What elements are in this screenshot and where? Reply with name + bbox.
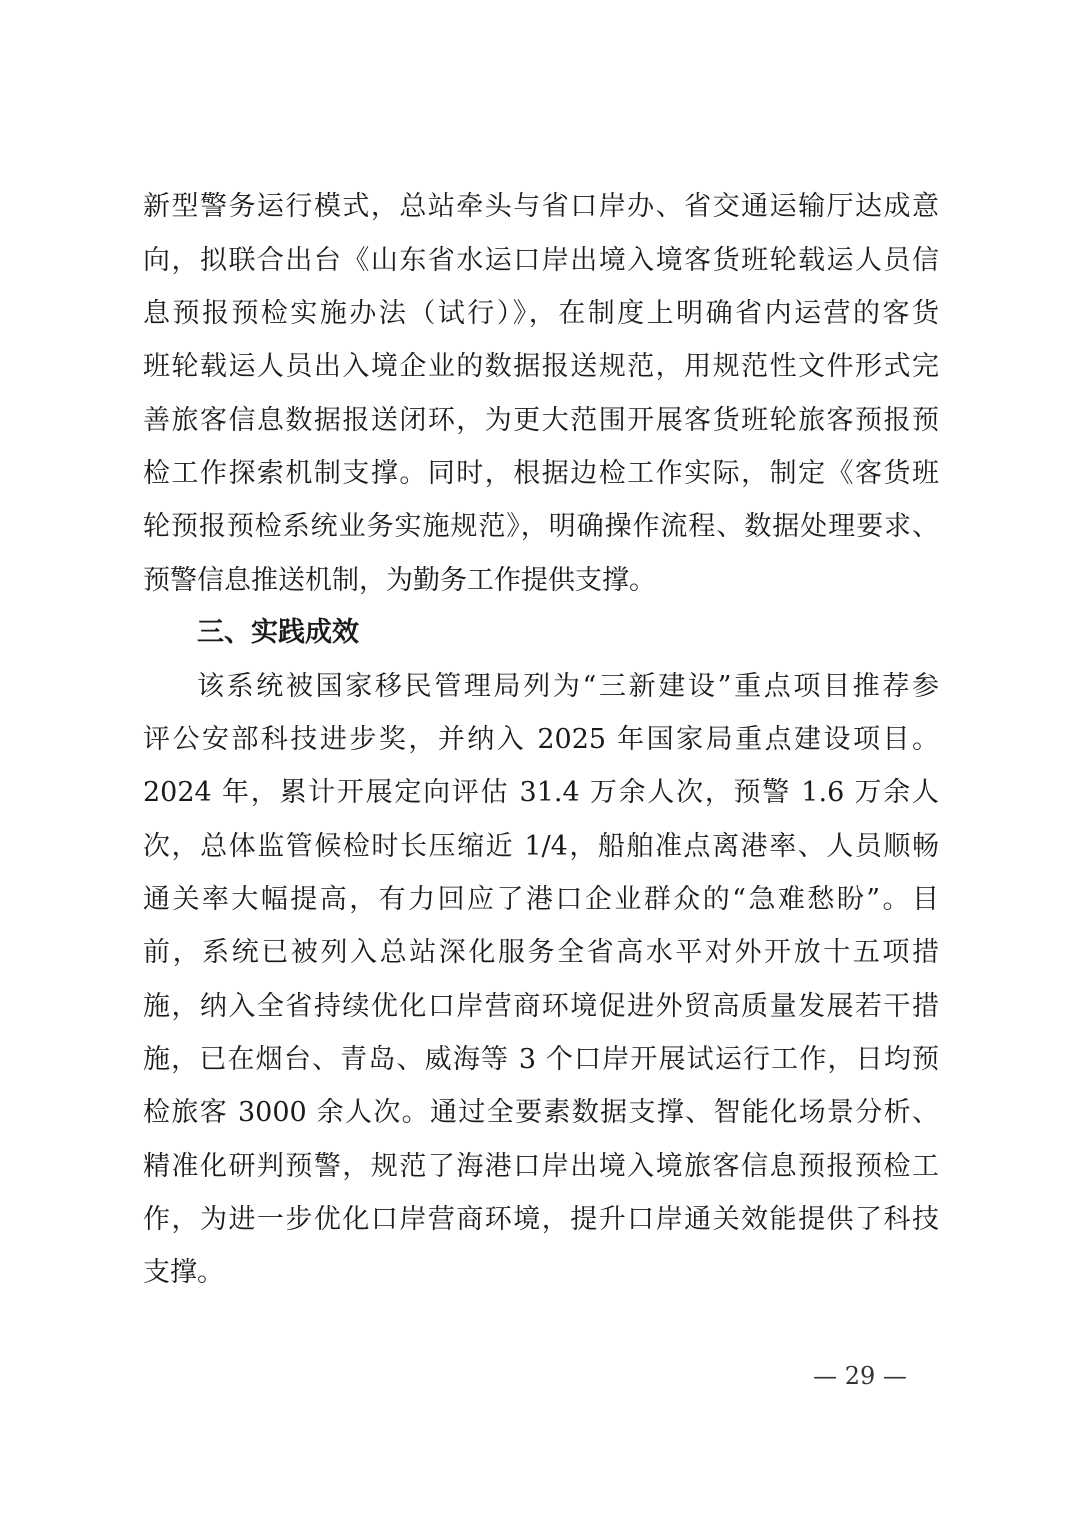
paragraph-2-line-4: 次，总体监管候检时长压缩近 1/4，船舶准点离港率、人员顺畅 [143, 831, 939, 862]
page-number: — 29 — [813, 1362, 907, 1390]
paragraph-2-line-8: 施，已在烟台、青岛、威海等 3 个口岸开展试运行工作，日均预 [143, 1044, 939, 1075]
paragraph-2-line-11: 作，为进一步优化口岸营商环境，提升口岸通关效能提供了科技 [143, 1204, 939, 1235]
paragraph-1-line-5: 善旅客信息数据报送闭环，为更大范围开展客货班轮旅客预报预 [143, 405, 939, 436]
paragraph-2-line-1: 该系统被国家移民管理局列为“三新建设”重点项目推荐参 [197, 671, 939, 702]
paragraph-1-line-4: 班轮载运人员出入境企业的数据报送规范，用规范性文件形式完 [143, 351, 939, 382]
paragraph-1-line-2: 向，拟联合出台《山东省水运口岸出境入境客货班轮载运人员信 [143, 245, 939, 276]
paragraph-1-line-3: 息预报预检实施办法（试行）》，在制度上明确省内运营的客货 [143, 298, 939, 329]
paragraph-1-line-8: 预警信息推送机制，为勤务工作提供支撑。 [143, 565, 656, 596]
paragraph-2-line-12: 支撑。 [143, 1257, 224, 1288]
paragraph-2-line-9: 检旅客 3000 余人次。通过全要素数据支撑、智能化场景分析、 [143, 1097, 939, 1128]
paragraph-2-line-7: 施，纳入全省持续优化口岸营商环境促进外贸高质量发展若干措 [143, 991, 939, 1022]
paragraph-2-line-5: 通关率大幅提高，有力回应了港口企业群众的“急难愁盼”。目 [143, 884, 939, 915]
paragraph-2-line-6: 前，系统已被列入总站深化服务全省高水平对外开放十五项措 [143, 937, 939, 968]
paragraph-2-line-3: 2024 年，累计开展定向评估 31.4 万余人次，预警 1.6 万余人 [143, 777, 939, 808]
paragraph-1-line-7: 轮预报预检系统业务实施规范》，明确操作流程、数据处理要求、 [143, 511, 939, 542]
paragraph-2-line-10: 精准化研判预警，规范了海港口岸出境入境旅客信息预报预检工 [143, 1151, 939, 1182]
paragraph-1-line-1: 新型警务运行模式，总站牵头与省口岸办、省交通运输厅达成意 [143, 191, 939, 222]
paragraph-1-line-6: 检工作探索机制支撑。同时，根据边检工作实际，制定《客货班 [143, 458, 939, 489]
paragraph-2-line-2: 评公安部科技进步奖，并纳入 2025 年国家局重点建设项目。 [143, 724, 939, 755]
section-heading: 三、实践成效 [197, 617, 359, 648]
